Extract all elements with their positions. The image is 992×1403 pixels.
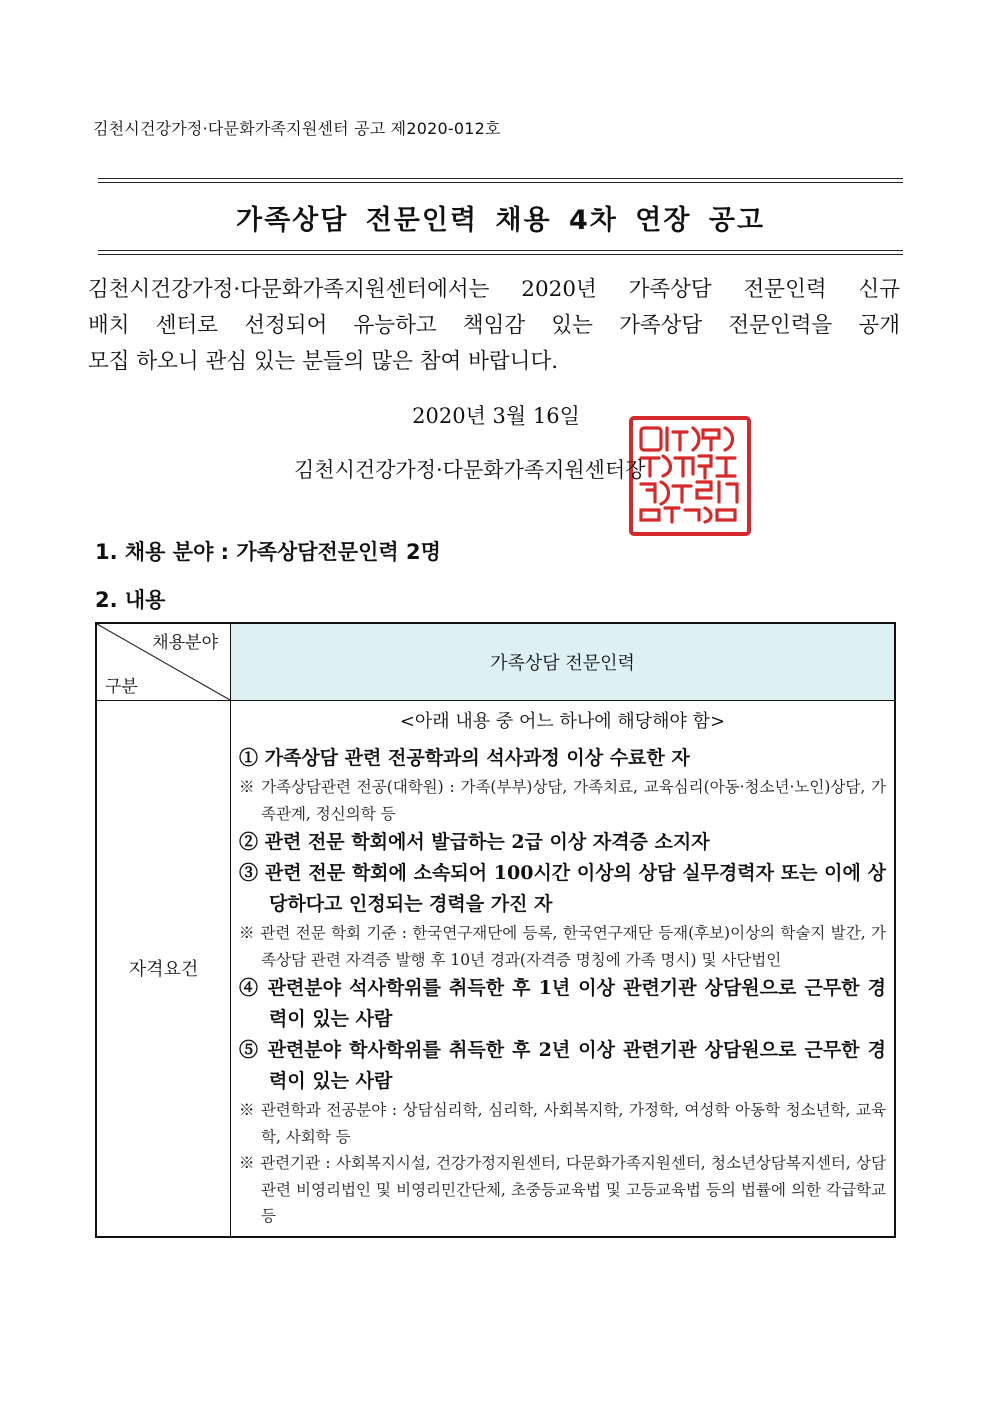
section-2-content: 2. 내용 [95, 588, 166, 612]
row-label: 자격요건 [96, 701, 231, 1237]
requirement-item-1: ① 가족상담 관련 전공학과의 석사과정 이상 수료한 자 [239, 747, 690, 769]
requirement-note-5b: ※ 관련기관 : 사회복지시설, 건강가정지원센터, 다문화가족지원센터, 청소년상담복지센터, 상담 관련 비영리법인 및 비영리민간단체, 초중등교육법 및 고등교육법 등의 법률에 의한 각급학교 등 [239, 1154, 886, 1225]
intro-line-2: 배치 센터로 선정되어 유능하고 책임감 있는 가족상담 전문인력을 공개 [88, 313, 900, 338]
requirement-item-3: ③ 관련 전문 학회에 소속되어 100시간 이상의 상담 실무경력자 또는 이에 상당하다고 인정되는 경력을 가진 자 [239, 862, 886, 915]
section-1-recruitment-field: 1. 채용 분야 : 가족상담전문인력 2명 [95, 540, 441, 564]
intro-line-3: 모집 하오니 관심 있는 분들의 많은 참여 바랍니다. [88, 349, 559, 374]
corner-bottom-label: 구분 [105, 677, 138, 697]
requirements-subtitle: <아래 내용 중 어느 하나에 해당해야 함> [399, 711, 726, 732]
table-row-requirements [96, 701, 895, 1237]
requirement-item-2: ② 관련 전문 학회에서 발급하는 2급 이상 자격증 소지자 [239, 831, 710, 853]
title-bottom-rule [98, 250, 903, 255]
requirement-note-5a: ※ 관련학과 전공분야 : 상담심리학, 심리학, 사회복지학, 가정학, 여성학 아동학 청소년학, 교육학, 사회학 등 [239, 1101, 886, 1146]
requirements-content [231, 701, 896, 1237]
official-seal-icon [629, 416, 751, 536]
organization-signature: 김천시건강가정·다문화가족지원센터장 [294, 458, 646, 482]
table-header-row [96, 623, 895, 701]
table-corner-cell [96, 623, 231, 701]
requirement-note-3: ※ 관련 전문 학회 기준 : 한국연구재단에 등록, 한국연구재단 등재(후보)이상의 학술지 발간, 가족상담 관련 자격증 발행 후 10년 경과(자격증 명칭에 가족 명시) 및 사단법인 [239, 924, 886, 969]
requirement-item-5: ⑤ 관련분야 학사학위를 취득한 후 2년 이상 관련기관 상담원으로 근무한 경력이 있는 사람 [239, 1039, 886, 1092]
intro-paragraph [88, 272, 900, 380]
requirement-note-1: ※ 가족상담관련 전공(대학원) : 가족(부부)상담, 가족치료, 교육심리(아동·청소년·노인)상담, 가족관계, 정신의학 등 [239, 778, 886, 823]
requirements-table [95, 622, 896, 1238]
page-title: 가족상담 전문인력 채용 4차 연장 공고 [235, 205, 765, 236]
requirement-item-4: ④ 관련분야 석사학위를 취득한 후 1년 이상 관련기관 상담원으로 근무한 경력이 있는 사람 [239, 977, 886, 1030]
intro-line-1: 김천시건강가정·다문화가족지원센터에서는 2020년 가족상담 전문인력 신규 [88, 277, 900, 302]
column-header: 가족상담 전문인력 [231, 623, 896, 701]
corner-top-label: 채용분야 [152, 633, 218, 653]
title-block [98, 178, 903, 255]
notice-number: 김천시건강가정·다문화가족지원센터 공고 제2020-012호 [93, 119, 501, 138]
notice-date: 2020년 3월 16일 [412, 404, 580, 428]
